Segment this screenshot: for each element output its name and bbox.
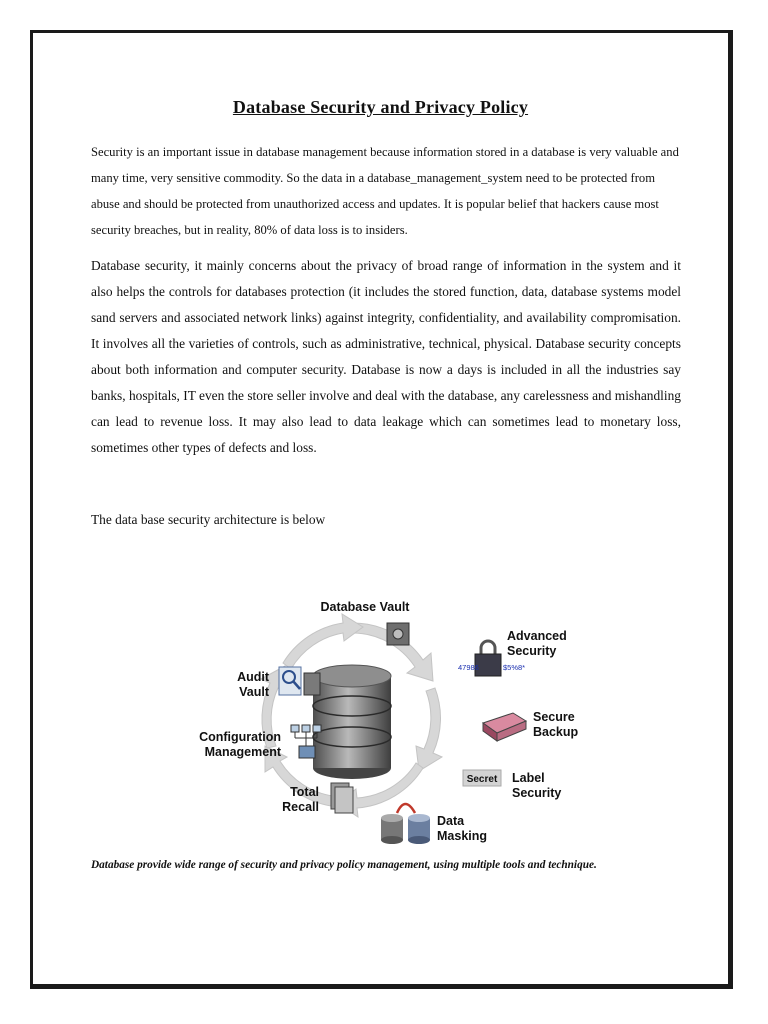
central-database-icon xyxy=(313,665,391,779)
label-advanced-security-line2: Security xyxy=(507,644,557,658)
document-page xyxy=(30,30,733,989)
paragraph-intro: Security is an important issue in database management because information stored in a database is very valuable and many time, very sensitive commodity. So the data in a database_management_system need to be protected from abuse and should be protected from unauthorized access and updates. It is popular belief that hackers cause most security breaches, but in reality, 80% of data loss is to insiders. xyxy=(91,145,679,237)
diagram-caption: Database provide wide range of security and privacy policy management, using multiple tools and technique. xyxy=(91,859,597,871)
paragraph-architecture-intro: The data base security architecture is below xyxy=(91,512,326,527)
label-total-recall-line1: Total xyxy=(290,785,319,799)
label-database-vault: Database Vault xyxy=(320,600,410,614)
backup-tape-icon xyxy=(483,713,526,741)
label-secure-backup-line1: Secure xyxy=(533,710,575,724)
audit-vault-icon xyxy=(279,667,320,695)
encrypted-text-right: $5%8* xyxy=(503,663,526,672)
encrypted-text-left: 47986 xyxy=(458,663,479,672)
paragraph-database-security: Database security, it mainly concerns about the privacy of broad range of information in the system and it also helps the controls for databases protection (it includes the stored function, data, database systems model sand servers and associated network links) against integrity, confidentiality, and availability compromisation. It involves all the varieties of controls, such as administrative, technical, physical. Database security concepts about both information and computer security. Database is now a days is included in all the industries say banks, hospitals, IT even the store seller involve and deal with the database, any carelessness and mishandling can lead to revenue loss. It may also lead to data leakage which can sometimes lead to monetary loss, sometimes other types of defects and loss. xyxy=(91,258,681,455)
label-advanced-security-line1: Advanced xyxy=(507,629,567,643)
label-configuration-management-line2: Management xyxy=(204,745,281,759)
secret-tag: Secret xyxy=(466,774,498,785)
document-title: Database Security and Privacy Policy xyxy=(232,97,529,117)
label-configuration-management-line1: Configuration xyxy=(199,730,281,744)
label-data-masking-line1: Data xyxy=(437,814,465,828)
total-recall-icon xyxy=(331,783,353,813)
vault-safe-icon xyxy=(387,623,409,645)
label-audit-vault-line1: Audit xyxy=(237,670,269,684)
label-secure-backup-line2: Backup xyxy=(533,725,579,739)
label-total-recall-line2: Recall xyxy=(282,800,319,814)
label-data-masking-line2: Masking xyxy=(437,829,488,843)
security-architecture-diagram xyxy=(161,563,579,853)
label-label-security-line2: Security xyxy=(512,786,562,800)
label-audit-vault-line2: Vault xyxy=(239,685,269,699)
data-masking-icon xyxy=(381,804,430,844)
padlock-icon xyxy=(475,641,501,676)
label-label-security-line1: Label xyxy=(512,771,545,785)
